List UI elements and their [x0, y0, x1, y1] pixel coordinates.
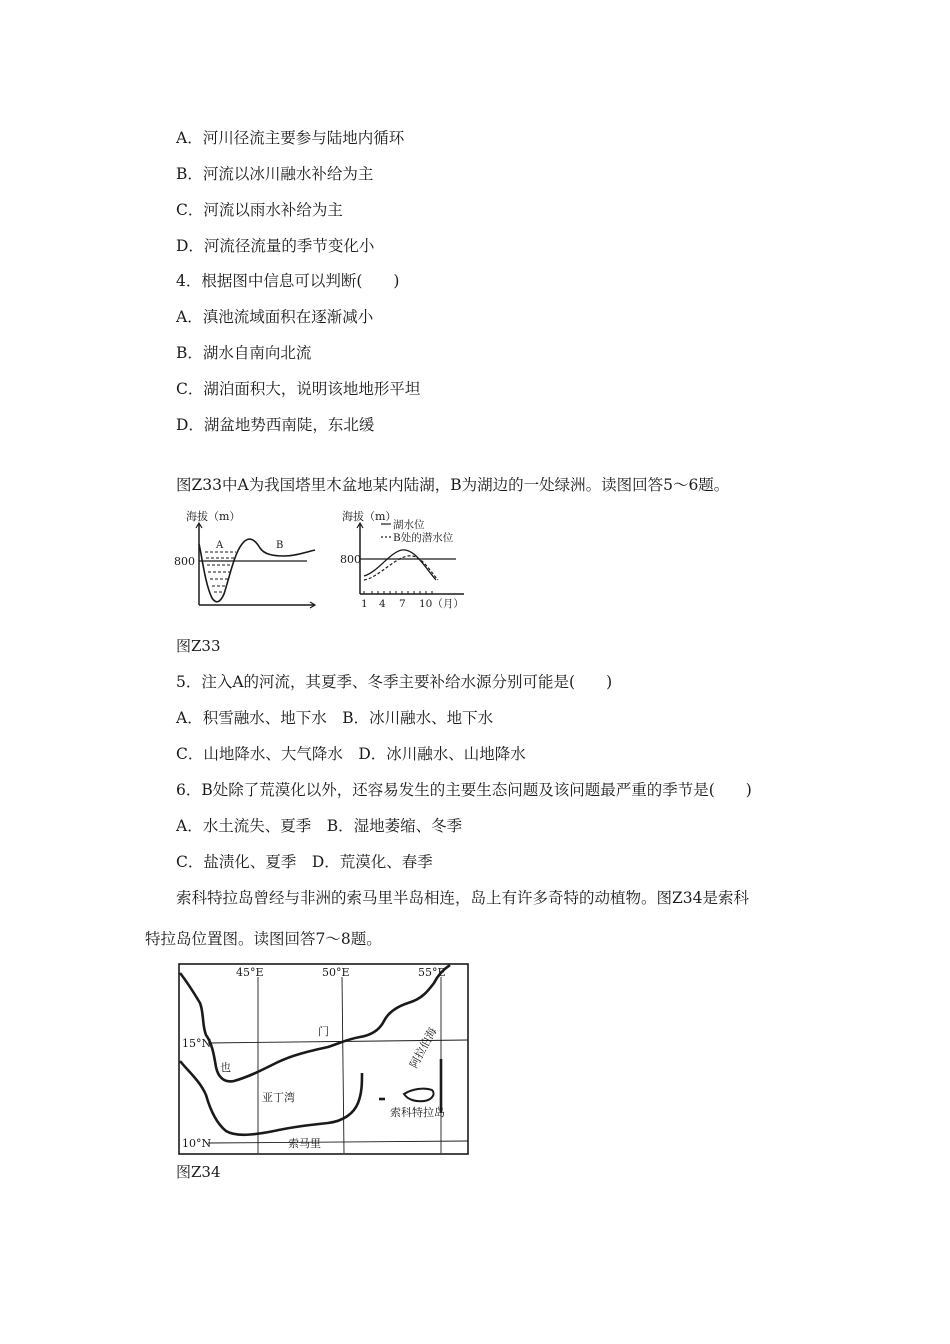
- intro-z34-line2: 特拉岛位置图。读图回答7～8题。: [145, 930, 382, 948]
- q6-stem: 6．B处除了荒漠化以外，还容易发生的主要生态问题及该问题最严重的季节是( ): [176, 781, 752, 799]
- z34-label-ye: 也: [220, 1061, 231, 1074]
- q5-options-row1: A．积雪融水、地下水 B．冰川融水、地下水: [176, 709, 494, 727]
- q4-option-b: B．湖水自南向北流: [176, 344, 312, 362]
- z33-legend-solid-label: 湖水位: [393, 519, 425, 531]
- z33-left-tick-800: 800: [174, 555, 195, 568]
- q5-stem: 5．注入A的河流，其夏季、冬季主要补给水源分别可能是( ): [176, 673, 613, 691]
- q6-options-row1: A．水土流失、夏季 B．湿地萎缩、冬季: [176, 817, 463, 835]
- q3-option-d: D．河流径流量的季节变化小: [176, 237, 375, 255]
- q4-stem: 4．根据图中信息可以判断( ): [176, 272, 400, 290]
- z33-right-tick-800: 800: [340, 553, 361, 566]
- z34-label-somali: 索马里: [288, 1137, 321, 1150]
- intro-z34-line1: 索科特拉岛曾经与非洲的索马里半岛相连，岛上有许多奇特的动植物。图Z34是索科: [176, 889, 749, 907]
- z33-left-label-b: B: [276, 540, 284, 551]
- z34-label-men: 门: [318, 1025, 329, 1038]
- z33-legend-dashed-label: B处的潜水位: [393, 532, 454, 544]
- z34-label-socotra: 索科特拉岛: [390, 1106, 445, 1119]
- z33-x-tick-1: 1: [361, 598, 368, 610]
- q6-options-row2: C．盐渍化、夏季 D．荒漠化、春季: [176, 853, 433, 871]
- z34-label-45e: 45°E: [236, 966, 264, 979]
- z34-label-55e: 55°E: [418, 966, 446, 979]
- q3-option-c: C．河流以雨水补给为主: [176, 201, 343, 219]
- z33-x-tick-4: 4: [379, 598, 386, 610]
- q4-option-a: A．滇池流域面积在逐渐减小: [176, 308, 374, 326]
- z34-label-10n: 10°N: [182, 1137, 212, 1150]
- z34-label-arabian-sea: 阿拉伯海: [407, 1025, 440, 1071]
- q3-option-a: A．河川径流主要参与陆地内循环: [176, 129, 405, 147]
- z34-label-gulf-aden: 亚丁湾: [262, 1091, 295, 1104]
- figure-z34-map: [178, 963, 470, 1156]
- z33-left-ylabel: 海拔（m）: [186, 510, 241, 523]
- q4-option-c: C．湖泊面积大，说明该地地形平坦: [176, 380, 421, 398]
- z33-right-ylabel: 海拔（m）: [342, 510, 397, 523]
- z33-x-tick-10: 10（月）: [419, 598, 464, 610]
- q4-option-d: D．湖盆地势西南陡，东北缓: [176, 416, 375, 434]
- z33-x-tick-7: 7: [399, 598, 406, 610]
- figure-z34-caption: 图Z34: [176, 1163, 221, 1181]
- q3-option-b: B．河流以冰川融水补给为主: [176, 165, 374, 183]
- z34-label-50e: 50°E: [322, 966, 350, 979]
- intro-z33: 图Z33中A为我国塔里木盆地某内陆湖，B为湖边的一处绿洲。读图回答5～6题。: [176, 476, 730, 494]
- z34-label-15n: 15°N: [182, 1037, 212, 1050]
- figure-z33-caption: 图Z33: [176, 637, 221, 655]
- z33-left-label-a: A: [216, 540, 224, 551]
- z33-left-lake-water: [205, 552, 236, 592]
- figure-z33-left: [172, 504, 322, 614]
- q5-options-row2: C．山地降水、大气降水 D．冰川融水、山地降水: [176, 745, 526, 763]
- figure-z33-right: [338, 504, 473, 614]
